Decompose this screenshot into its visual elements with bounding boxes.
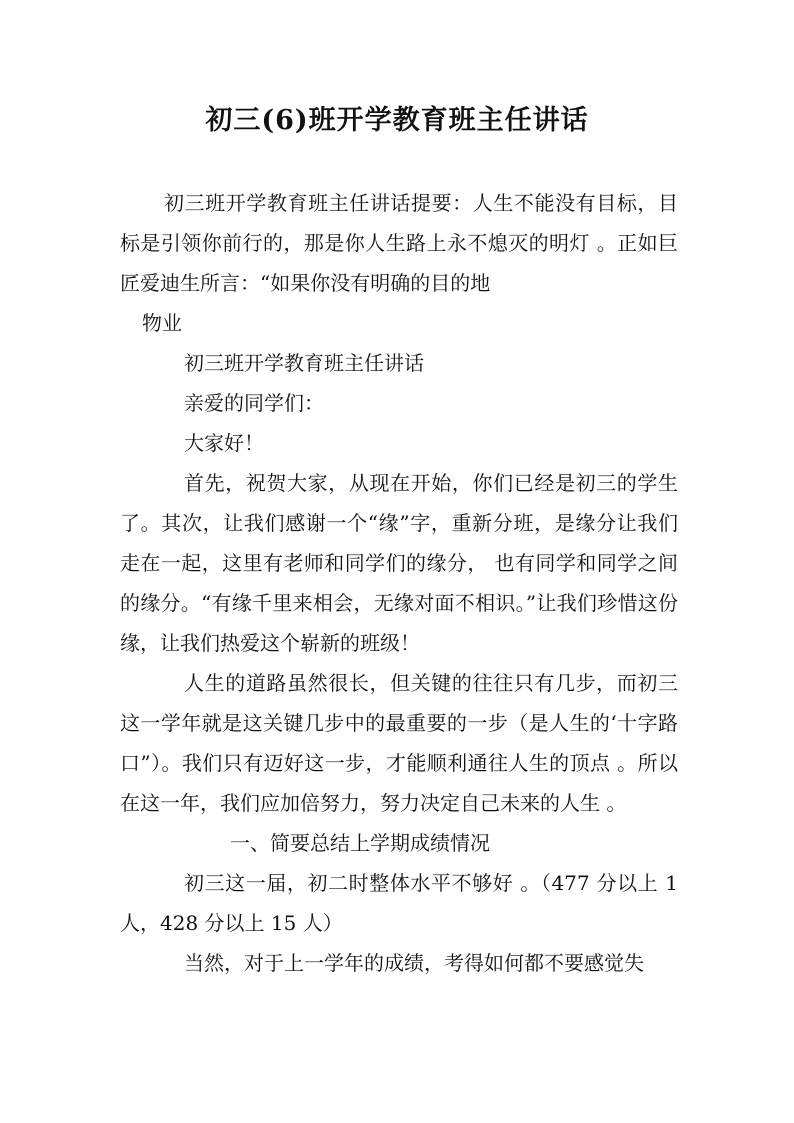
paragraph-congratulations: 首先，祝贺大家，从现在开始，你们已经是初三的学生了。其次，让我们感谢一个“缘”字，重新分班，是缘分让我们走在一起，这里有老师和同学们的缘分， 也有同学和同学之间的缘分。“有缘千里来相会，无缘对面不相识。”让我们珍惜这份缘，让我们热爱这个崭新的班级！ [120, 471, 678, 655]
greeting: 大家好！ [184, 431, 264, 455]
section-heading: 一、简要总结上学期成绩情况 [230, 831, 490, 855]
speech-subtitle: 初三班开学教育班主任讲话 [184, 351, 424, 375]
document-title: 初三(6)班开学教育班主任讲话 [205, 105, 589, 136]
summary-paragraph: 初三班开学教育班主任讲话提要：人生不能没有目标，目标是引领你前行的，那是你人生路上永不熄灭的明灯 。正如巨匠爱迪生所言：“如果你没有明确的目的地 [120, 191, 678, 295]
paragraph-reflection: 当然，对于上一学年的成绩，考得如何都不要感觉失 [184, 951, 644, 975]
paragraph-scores: 初三这一届，初二时整体水平不够好 。（477 分以上 1 人，428 分以上 15 人） [120, 871, 678, 935]
document-body [120, 183, 678, 983]
paragraph-key-year: 人生的道路虽然很长，但关键的往往只有几步，而初三这一学年就是这关键几步中的最重要的一步（是人生的‘十字路口”）。我们只有迈好这一步，才能顺利通往人生的顶点 。所以在这一年，我们应加倍努力，努力决定自己未来的人生 。 [120, 671, 678, 815]
category-label: 物业 [142, 311, 182, 335]
salutation: 亲爱的同学们： [184, 391, 324, 415]
